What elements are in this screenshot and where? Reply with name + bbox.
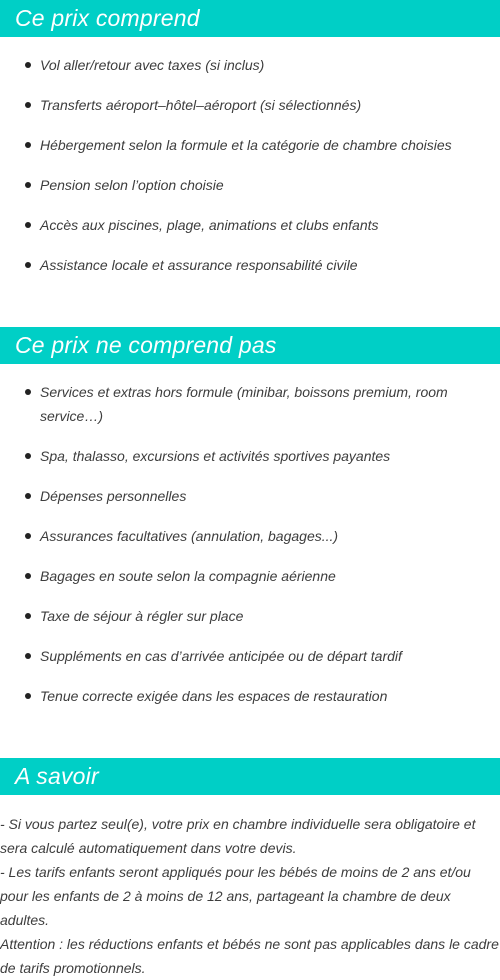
section-title-not-included: Ce prix ne comprend pas [15, 332, 277, 358]
list-item-text: Accès aux piscines, plage, animations et clubs enfants [40, 217, 379, 233]
bullet-icon [25, 102, 31, 108]
list-item [0, 173, 500, 197]
list-item-text: Spa, thalasso, excursions et activités sportives payantes [40, 448, 391, 464]
list-item [0, 93, 500, 117]
section-header-to-know [0, 758, 500, 795]
section-header-not-included [0, 327, 500, 364]
list-item-text: Taxe de séjour à régler sur place [40, 608, 244, 624]
section-title-included: Ce prix comprend [15, 5, 200, 31]
list-item-text: Pension selon l’option choisie [40, 177, 224, 193]
section-title-to-know: A savoir [15, 763, 99, 789]
not-included-list [0, 380, 500, 724]
bullet-icon [25, 693, 31, 699]
list-item-text: Bagages en soute selon la compagnie aérienne [40, 568, 336, 584]
list-item [0, 133, 500, 157]
list-item-text: Hébergement selon la formule et la catégorie de chambre choisies [40, 137, 452, 153]
list-item [0, 253, 500, 277]
list-item [0, 644, 500, 668]
list-item-text: Suppléments en cas d’arrivée anticipée ou de départ tardif [40, 648, 402, 664]
bullet-icon [25, 573, 31, 579]
bullet-icon [25, 533, 31, 539]
list-item [0, 524, 500, 548]
list-item [0, 53, 500, 77]
list-item [0, 484, 500, 508]
note-paragraph: - Les tarifs enfants seront appliqués pour les bébés de moins de 2 ans et/ou pour les enfants de 2 à moins de 12 ans, partageant la chambre de deux adultes. [0, 864, 471, 928]
list-item-text: Services et extras hors formule (minibar, boissons premium, room service…) [40, 384, 448, 424]
list-item-text: Assurances facultatives (annulation, bagages...) [40, 528, 339, 544]
list-item [0, 380, 500, 428]
list-item-text: Tenue correcte exigée dans les espaces de restauration [40, 688, 388, 704]
bullet-icon [25, 142, 31, 148]
list-item [0, 444, 500, 468]
section-header-included [0, 0, 500, 37]
bullet-icon [25, 389, 31, 395]
bullet-icon [25, 262, 31, 268]
included-list [0, 53, 500, 293]
list-item [0, 684, 500, 708]
bullet-icon [25, 222, 31, 228]
list-item [0, 213, 500, 237]
bullet-icon [25, 453, 31, 459]
to-know-notes [0, 812, 500, 980]
bullet-icon [25, 493, 31, 499]
list-item-text: Assistance locale et assurance responsabilité civile [40, 257, 358, 273]
list-item-text: Dépenses personnelles [40, 488, 187, 504]
note-paragraph: Attention : les réductions enfants et bébés ne sont pas applicables dans le cadre de tarifs promotionnels. [0, 936, 499, 976]
note-paragraph: - Si vous partez seul(e), votre prix en chambre individuelle sera obligatoire et sera calculé automatiquement dans votre devis. [0, 816, 476, 856]
list-item-text: Transferts aéroport–hôtel–aéroport (si sélectionnés) [40, 97, 362, 113]
bullet-icon [25, 62, 31, 68]
bullet-icon [25, 653, 31, 659]
bullet-icon [25, 182, 31, 188]
list-item [0, 604, 500, 628]
list-item [0, 564, 500, 588]
list-item-text: Vol aller/retour avec taxes (si inclus) [40, 57, 265, 73]
bullet-icon [25, 613, 31, 619]
